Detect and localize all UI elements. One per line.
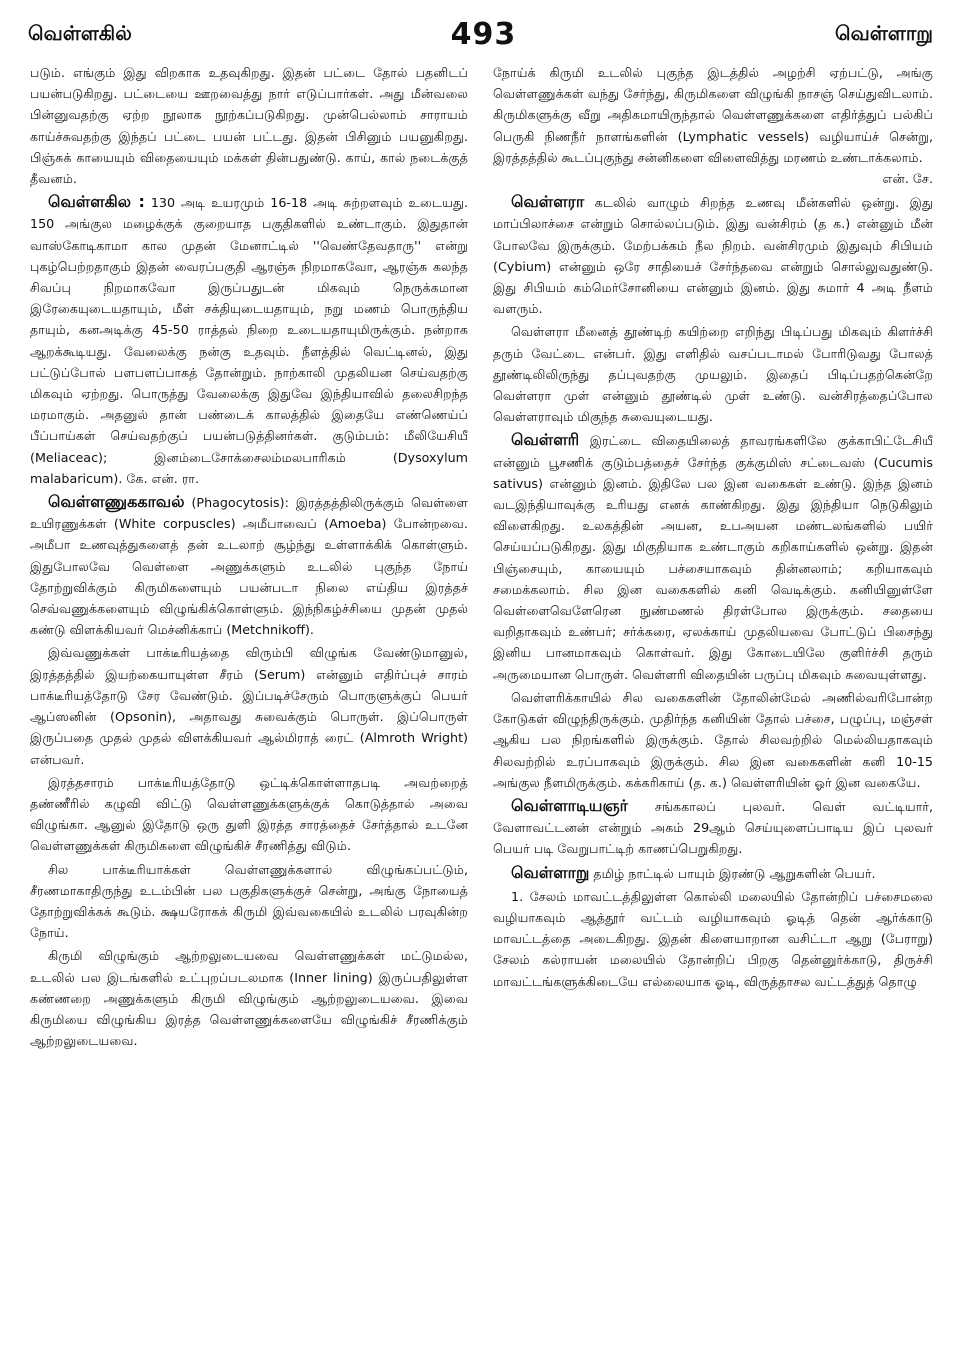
encyclopedia-entry <box>493 795 933 860</box>
entry-text: இரட்டை விதையிலைத் தாவரங்களிலே குக்காபிட்டேசியீ என்னும் பூசணிக் குடும்பத்தைச் சேர்ந்த குக்குமிஸ் சட்டைவஸ் (Cucumis sativus) என்னும் இனம். இதிலே பல இன வகைகள் உண்டு. இந்த இனம் வடஇந்தியாவுக்கு உரியது எனக் காண்கிறது. இது இந்தியா நெடுகிலும் விளைகிறது. உலகத்தின் அயன, உபஅயன மண்டலங்களில் பயிர் செய்யப்படுகிறது. இது மிகுதியாக உண்டாகும் கறிகாய்களில் ஒன்று. இதன் பிஞ்சையும், காயையும் பச்சையாகவும் தின்னலாம்; கறியாகவும் சமைக்கலாம். சில இன வகைகளில் கனி வெடிக்கும். கனியினுள்ளே வெள்ளைவெளேரென நுண்மணல் திரள்போல இருக்கும். சதையை வறிதாகவும் உண்பர்; சர்க்கரை, ஏலக்காய் முதலியவை போட்டுப் பிசைந்து இனிய பானமாகவும் கொள்வர். இது கோடையிலே குளிர்ச்சி தரும் அருமையான பொருள். வெள்ளரி விதையின் பருப்பு மிகவும் சுவையுள்ளது. <box>493 433 933 682</box>
paragraph <box>493 321 933 427</box>
encyclopedia-entry <box>30 191 468 489</box>
entry-headword: வெள்ளகில : <box>48 192 145 212</box>
encyclopedia-entry <box>493 429 933 684</box>
paragraph-text: சில பாக்டீரியாக்கள் வெள்ளணுக்களால் விழுங்கப்பட்டும், சீரணமாகாதிருந்து உடம்பின் பல பகுதிகளுக்குச் சென்று, அங்கு நோயைத் தோற்றுவிக்கக் கூடும். க்ஷயரோகக் கிருமி இவ்வகையில் உடலில் பரவுகின்ற நோய். <box>30 861 468 941</box>
encyclopedia-entry <box>30 491 468 640</box>
encyclopedia-entry <box>493 191 933 319</box>
paragraph-text: 1. சேலம் மாவட்டத்திலுள்ள கொல்லி மலையில் தோன்றிப் பச்சைமலை வழியாகவும் ஆத்தூர் வட்டம் வழியாகவும் ஓடித் தென் ஆர்க்காடு மாவட்டத்தை அடைகிறது. இதன் கிளையாறான வசிட்டா ஆறு (பேராறு) சேலம் கல்ராயன் மலையில் தோன்றிப் பிறகு தென்னுர்க்காடு, திருச்சி மாவட்டங்களுக்கிடையே எல்லையாக ஓடி, விருத்தாசல வட்டத்துத் தொழு <box>493 888 933 989</box>
paragraph-text: வெள்ளரா மீனைத் தூண்டிற் கயிற்றை எறிந்து பிடிப்பது மிகவும் கிளர்ச்சி தரும் வேட்டை என்பர். இது எளிதில் வசப்படாமல் போரிடுவது போலத் தூண்டிலிலிருந்து தப்புவதற்கு முயலும். இதைப் பிடிப்பதற்கென்றே வெள்ளரா முள் என்னும் தூண்டில் முள் உண்டு. வன்சிரத்தைப்போல வெள்ளராவும் மிகுந்த சுவையுடையது. <box>493 324 933 425</box>
paragraph <box>493 886 933 992</box>
paragraph <box>30 859 468 944</box>
paragraph-text: வெள்ளரிக்காயில் சில வகைகளின் தோலின்மேல் அணில்வரிபோன்ற கோடுகள் விழுந்திருக்கும். முதிர்ந்த கனியின் தோல் பச்சை, பழுப்பு, மஞ்சள் ஆகிய பல நிறங்களில் இருக்கும். தோல் சிலவற்றில் மெல்லியதாகவும் சிலவற்றில் உரப்பாகவும் இருக்கும். சில இன வகைகளின் கனி 10-15 அங்குல நீளமிருக்கும். கக்கரிகாய் (த. க.) வெள்ளரியின் ஓர் இன வகையே. <box>493 689 933 790</box>
left-column <box>30 62 468 1352</box>
entry-headword: வெள்ளாறு <box>511 862 590 882</box>
running-head-right: வெள்ளாறு <box>835 20 933 45</box>
running-head-left: வெள்ளகில் <box>28 20 132 45</box>
paragraph-text: நோய்க் கிருமி உடலில் புகுந்த இடத்தில் அழற்சி ஏற்பட்டு, அங்கு வெள்ளணுக்கள் வந்து சேர்ந்து, கிருமிகளை விழுங்கி நாசஞ் செய்துவிடலாம். கிருமிகளுக்கு வீறு அதிகமாயிருந்தால் வெள்ளணுக்களை எதிர்த்துப் பல்கிப் பெருகி நிணநீர் நாளங்களின் (Lymphatic vessels) வழியாய்ச் சென்று, இரத்தத்தில் கூடப்புகுந்து சன்னிகளை விளைவித்து மரணம் உண்டாக்கலாம். <box>493 65 933 165</box>
paragraph-text: கிருமி விழுங்கும் ஆற்றலுடையவை வெள்ளணுக்கள் மட்டுமல்ல, உடலில் பல இடங்களில் உட்புறப்படலமாக (Inner lining) இருப்பதிலுள்ள கண்ணறை அணுக்களும் கிருமி விழுங்கும் ஆற்றலுடையவை. இவை கிருமியை விழுங்கிய இரத்த வெள்ளணுக்களையே விழுங்கிச் சீரணிக்கும் ஆற்றலுடையவை. <box>30 948 468 1049</box>
entry-text: (Phagocytosis): இரத்தத்திலிருக்கும் வெள்ளை உயிரணுக்கள் (White corpuscles) அமீபாவைப் (Amoeba) போன்றவை. அமீபா உணவுத்துகளைத் தன் உடலாற் சூழ்ந்து உள்ளாக்கிக் கொள்ளும். இதுபோலவே வெள்ளை அணுக்களும் உடலில் புகுந்த நோய் தோற்றுவிக்கும் கிருமிகளையும் பயன்படா நிலை எய்திய இரத்தச் செவ்வணுக்களையும் விழுங்கிக்கொள்ளும். இந்நிகழ்ச்சியை முதன் முதல் கண்டு விளக்கியவர் மெச்னிக்காப் (Metchnikoff). <box>30 495 468 638</box>
paragraph <box>30 642 468 769</box>
encyclopedia-entry <box>493 862 933 884</box>
paragraph <box>493 62 933 189</box>
entry-text: சங்ககாலப் புலவர். வெள் வட்டியார், வேளாவட்டனன் என்றும் அகம் 29ஆம் செய்யுளைப்பாடிய இப் புலவர் பெயர் படி வேறுபாட்டிற் காணப்பெறுகிறது. <box>493 798 933 857</box>
paragraph-text: இரத்தசாரம் பாக்டீரியத்தோடு ஒட்டிக்கொள்ளாதபடி அவற்றைத் தண்ணீரில் கழுவி விட்டு வெள்ளணுக்களுக்குக் கொடுத்தால் அவை விழுங்கா. ஆனுல் இதோடு ஒரு துளி இரத்த சாரத்தைச் சேர்த்தால் உடனே வெள்ளணுக்கள் கிருமிகளை விழுங்கிச் சீரணித்து விடும். <box>30 774 468 854</box>
paragraph <box>493 687 933 793</box>
entry-headword: வெள்ளரா <box>511 192 585 212</box>
entry-text: 130 அடி உயரமும் 16-18 அடி சுற்றளவும் உடையது. 150 அங்குல மழைக்குக் குறையாத பகுதிகளில் உண்டாகும். இதுதான் வாஸ்கோடிகாமா கால முதன் மேனாட்டில் ''வெண்தேவதாரு'' என்று புகழ்பெற்றதாகும் இதன் வைரப்பகுதி ஆரஞ்சு நிறமாகவோ, ஆரஞ்சு கலந்த சிவப்பு நிறமாகவோ இருப்பதுடன் மிகவும் நெருக்கமான இரேகையுடையதாயும், மீள் சக்தியுடையதாயும், நறு மணம் பொருந்திய தாயும், கனஅடிக்கு 45-50 ராத்தல் நிறை உடையதாயுமிருக்கும். நன்றாக ஆறக்கூடியது. வேலைக்கு நன்கு உதவும். நீளத்தில் வெட்டினல், இது பட்டுப்போல் பளபளப்பாகத் தோன்றும். நாற்காலி முதலியன செய்வதற்கு மிகவும் ஏற்றது. பொருத்து வேலைக்கு இதுவே இந்தியாவில் தலைசிறந்த மரமாகும். அதனுல் தான் பண்டைக் காலத்தில் இதையே எண்ணெய்ப் பீப்பாய்கள் செய்வதற்குப் பயன்படுத்தினர்கள். குடும்பம்: மீலியேசியீ (Meliaceac); இனம்டைசோக்சைலம்மலபாரிகம் (Dysoxylum malabaricum). கே. என். ரா. <box>30 195 468 486</box>
entry-headword: வெள்ளரி <box>511 430 580 450</box>
paragraph-text: படும். எங்கும் இது விறகாக உதவுகிறது. இதன் பட்டை தோல் பதனிடப் பயன்படுகிறது. பட்டையை ஊறவைத்து நார் எடுப்பார்கள். அது மீன்வலை பின்னுவதற்கு ஏற்ற நூலாக நூற்கப்படுகிறது. முன்பெல்லாம் சாராயம் காய்ச்சுவதற்கு இந்தப் பட்டை பயன் பட்டது. இதன் பிசினும் பயனுகிறது. பிஞ்சுக் காயையும் விதையையும் மக்கள் தின்பதுண்டு. காய், கால் நடைக்குத் தீவனம். <box>30 65 468 187</box>
page-number: 493 <box>450 16 517 52</box>
paragraph <box>30 945 468 1051</box>
entry-headword: வெள்ளாடியஞர் <box>511 795 628 815</box>
paragraph <box>30 62 468 189</box>
paragraph-text: இவ்வணுக்கள் பாக்டீரியத்தை விரும்பி விழுங்க வேண்டுமானுல், இரத்தத்தில் இயற்கையாயுள்ள சீரம் (Serum) என்னும் எதிர்ப்புச் சாரம் பாக்டீரியத்தோடு சேர வேண்டும். இப்படிச்சேரும் பொருளுக்குப் பெயர் ஆப்ஸனின் (Opsonin), அதாவது சுவைக்கும் பொருள். இப்பொருள் இருப்பதை முதல் முதல் விளக்கியவர் ஆல்மிராத் ரைட் (Almroth Wright) என்பவர். <box>30 645 468 767</box>
entry-text: கடலில் வாழும் சிறந்த உணவு மீன்களில் ஒன்று. இது மாப்பிலாச்சை என்றும் சொல்லப்படும். இது வன்சிரம் (த க.) என்னும் மீன் போலவே இருக்கும். மேற்பக்கம் நீல நிறம். வன்சிரமும் இதுவும் சிபியம் (Cybium) என்னும் ஒரே சாதியைச் சேர்ந்தவை என்றும் சொல்லுவதுண்டு. இது சிபியம் கம்மெர்சோனியை என்னும் இனம். இது சுமார் 4 அடி நீளம் வளரும். <box>493 195 933 317</box>
paragraph <box>30 772 468 857</box>
page-header <box>28 14 933 54</box>
entry-text: தமிழ் நாட்டில் பாயும் இரண்டு ஆறுகளின் பெயர். <box>589 865 876 881</box>
right-column <box>493 62 933 1352</box>
author-signature: என். சே. <box>882 171 933 187</box>
entry-headword: வெள்ளணுககாவல் <box>48 492 185 512</box>
